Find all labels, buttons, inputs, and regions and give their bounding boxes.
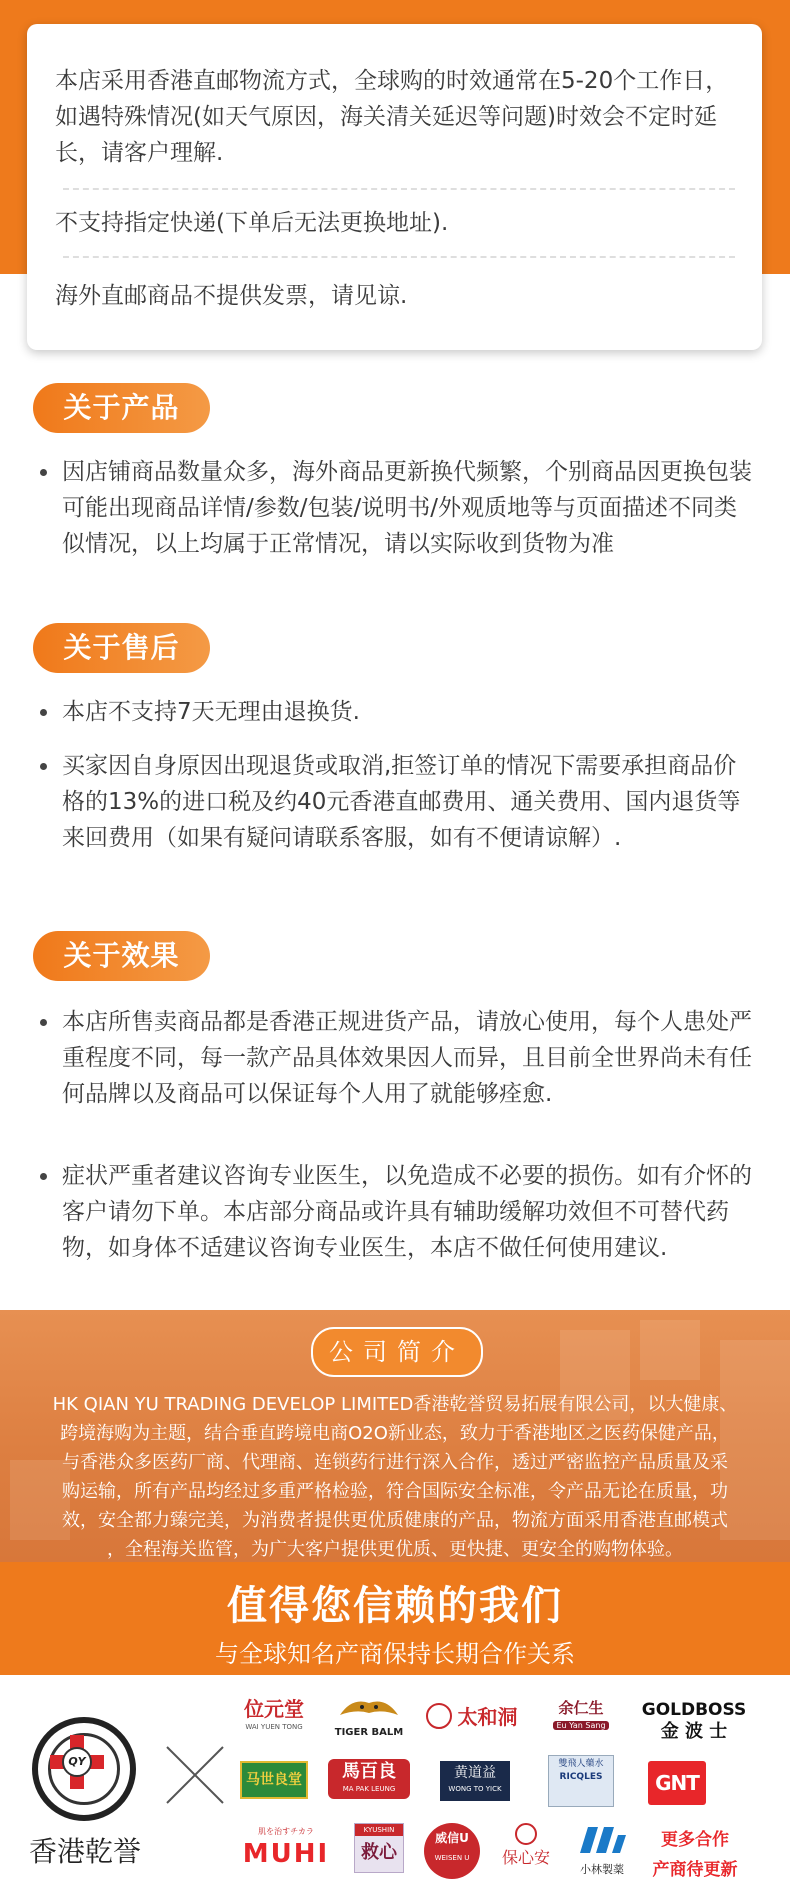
brand-text: 余仁生 (558, 1699, 604, 1717)
times-icon (165, 1745, 225, 1805)
notice-no-invoice: 海外直邮商品不提供发票，请见谅. (55, 283, 408, 309)
more-partners-line: 产商待更新 (652, 1860, 738, 1880)
bullet-text: 症状严重者建议咨询专业医生，以免造成不必要的损伤。如有介怀的客户请勿下单。本店部分商品或许具有辅助缓解功效但不可替代药物，如身体不适建议咨询专业医生，本店不做任何使用建议. (62, 1163, 752, 1261)
brand-text: GNT (655, 1771, 699, 1795)
brand-text: 小林製薬 (580, 1863, 624, 1876)
company-intro-text (14, 1390, 776, 1562)
brand-logo-tai-wo-tung (422, 1701, 522, 1735)
brand-sub: 金 波 士 (660, 1721, 728, 1742)
brand-sub: WEISEN U (434, 1854, 470, 1862)
notice-divider (63, 256, 735, 258)
bullet-dot (40, 469, 47, 476)
company-intro-line: 购运输，所有产品均经过多重严格检验，符合国际安全标准，令产品无论在质量，功 (62, 1481, 728, 1502)
own-brand-name: 香港乾誉 (28, 1835, 141, 1868)
company-intro-line: 跨境海购为主题，结合垂直跨境电商O2O新业态，致力于香港地区之医药保健产品， (60, 1423, 730, 1444)
company-intro-line: ，全程海关监管，为广大客户提供更优质、更快捷、更安全的购物体验。 (107, 1539, 683, 1560)
brand-text: 黄道益 (454, 1765, 496, 1781)
company-intro-line: 效，安全都力臻完美，为消费者提供更优质健康的产品，物流方面采用香港直邮模式 (62, 1510, 728, 1531)
brand-sub: 肌を治すチカラ (258, 1827, 314, 1836)
seal-icon (426, 1703, 452, 1729)
notice-no-courier: 不支持指定快递(下单后无法更换地址). (55, 210, 449, 236)
brand-logo-wong-to-yick (440, 1761, 510, 1801)
company-intro-band (0, 1310, 790, 1562)
bullet-dot (40, 1173, 47, 1180)
notice-divider (63, 188, 735, 190)
company-intro-line: 与香港众多医药厂商、代理商、连锁药行进行深入合作，透过严密监控产品质量及采 (62, 1452, 728, 1473)
list-item (40, 748, 755, 856)
brand-logo-muhi (236, 1825, 336, 1875)
brand-sub: Eu Yan Sang (553, 1721, 609, 1730)
partner-area (0, 1675, 790, 1899)
qianyu-logo (32, 1717, 136, 1821)
brand-text: 馬百良 (342, 1761, 396, 1782)
brand-logo-ma-pak-leung (328, 1759, 410, 1799)
bullet-text: 本店所售卖商品都是香港正规进货产品，请放心使用，每个人患处严重程度不同，每一款产品具体效果因人而异，且目前全世界尚未有任何品牌以及商品可以保证每个人用了就能够痊愈. (62, 1009, 752, 1107)
brand-text: TIGER BALM (334, 1727, 404, 1738)
shipping-notice-card (27, 24, 762, 350)
more-partners-line: 更多合作 (661, 1830, 729, 1850)
brand-sub: RICQLES (559, 1772, 603, 1782)
bullet-dot (40, 709, 47, 716)
brand-logo-gnt (648, 1761, 706, 1805)
section-title-after-sale: 关于售后 (33, 623, 210, 673)
brand-logo-kobayashi (572, 1823, 632, 1879)
trust-subtitle: 与全球知名产商保持长期合作关系 (215, 1640, 575, 1668)
kobayashi-icon (572, 1823, 632, 1857)
brand-text: GOLDBOSS (641, 1700, 747, 1720)
brand-sub: WONG TO YICK (448, 1785, 502, 1793)
notice-shipping-time: 本店采用香港直邮物流方式，全球购的时效通常在5-20个工作日，如遇特殊情况(如天气原因，海关清关延迟等问题)时效会不定时延长，请客户理解. (55, 68, 729, 166)
brand-logo-wai-yuen-tong (238, 1695, 310, 1741)
brand-text: 救心 (361, 1842, 397, 1863)
brand-logo-eu-yan-sang (545, 1697, 617, 1739)
brand-logo-kyushin (354, 1823, 404, 1873)
brand-text: 保心安 (501, 1848, 550, 1867)
bullet-dot (40, 1019, 47, 1026)
tiger-icon (332, 1693, 406, 1723)
seal-icon (515, 1823, 537, 1845)
brand-text: 太和洞 (457, 1705, 518, 1729)
brand-logo-tiger-balm (332, 1693, 406, 1741)
logo-monogram: QY (62, 1747, 92, 1777)
bullet-text: 本店不支持7天无理由退换货. (62, 699, 360, 725)
brand-logo-goldboss (636, 1699, 752, 1745)
brand-sub: WAI YUEN TONG (245, 1723, 303, 1731)
bullet-text: 买家因自身原因出现退货或取消,拒签订单的情况下需要承担商品价格的13%的进口税及约40元香港直邮费用、通关费用、国内退货等来回费用（如果有疑问请联系客服，如有不便请谅解）. (62, 753, 741, 851)
brand-logo-po-sum-on (494, 1823, 558, 1879)
brand-text: 雙飛人藥水 (558, 1759, 604, 1769)
bullet-dot (40, 763, 47, 770)
brand-text: MUHI (242, 1839, 330, 1869)
list-item (40, 1004, 755, 1112)
brand-text: 位元堂 (244, 1697, 304, 1721)
section-title-effect: 关于效果 (33, 931, 210, 981)
list-item (40, 454, 755, 562)
background-sign (640, 1320, 700, 1380)
section-title-product: 关于产品 (33, 383, 210, 433)
company-intro-line: HK QIAN YU TRADING DEVELOP LIMITED香港乾誉贸易拓展有限公司，以大健康、 (52, 1394, 738, 1415)
brand-sub: MA PAK LEUNG (342, 1785, 396, 1793)
trust-band (0, 1562, 790, 1675)
brand-text: 威信U (435, 1831, 469, 1845)
brand-logo-ma-sai-leung-tong (240, 1761, 308, 1799)
brand-text: 马世良堂 (246, 1772, 302, 1788)
trust-title: 值得您信赖的我们 (227, 1583, 563, 1629)
brand-logo-ricqles (548, 1755, 614, 1807)
brand-logo-weisen-u (424, 1823, 480, 1879)
company-intro-title: 公司简介 (311, 1327, 483, 1377)
list-item (40, 694, 755, 730)
brand-sub: KYUSHIN (355, 1824, 403, 1836)
list-item (40, 1158, 755, 1266)
bullet-text: 因店铺商品数量众多，海外商品更新换代频繁，个别商品因更换包装可能出现商品详情/参数/包装/说明书/外观质地等与页面描述不同类似情况，以上均属于正常情况，请以实际收到货物为准 (62, 459, 752, 557)
